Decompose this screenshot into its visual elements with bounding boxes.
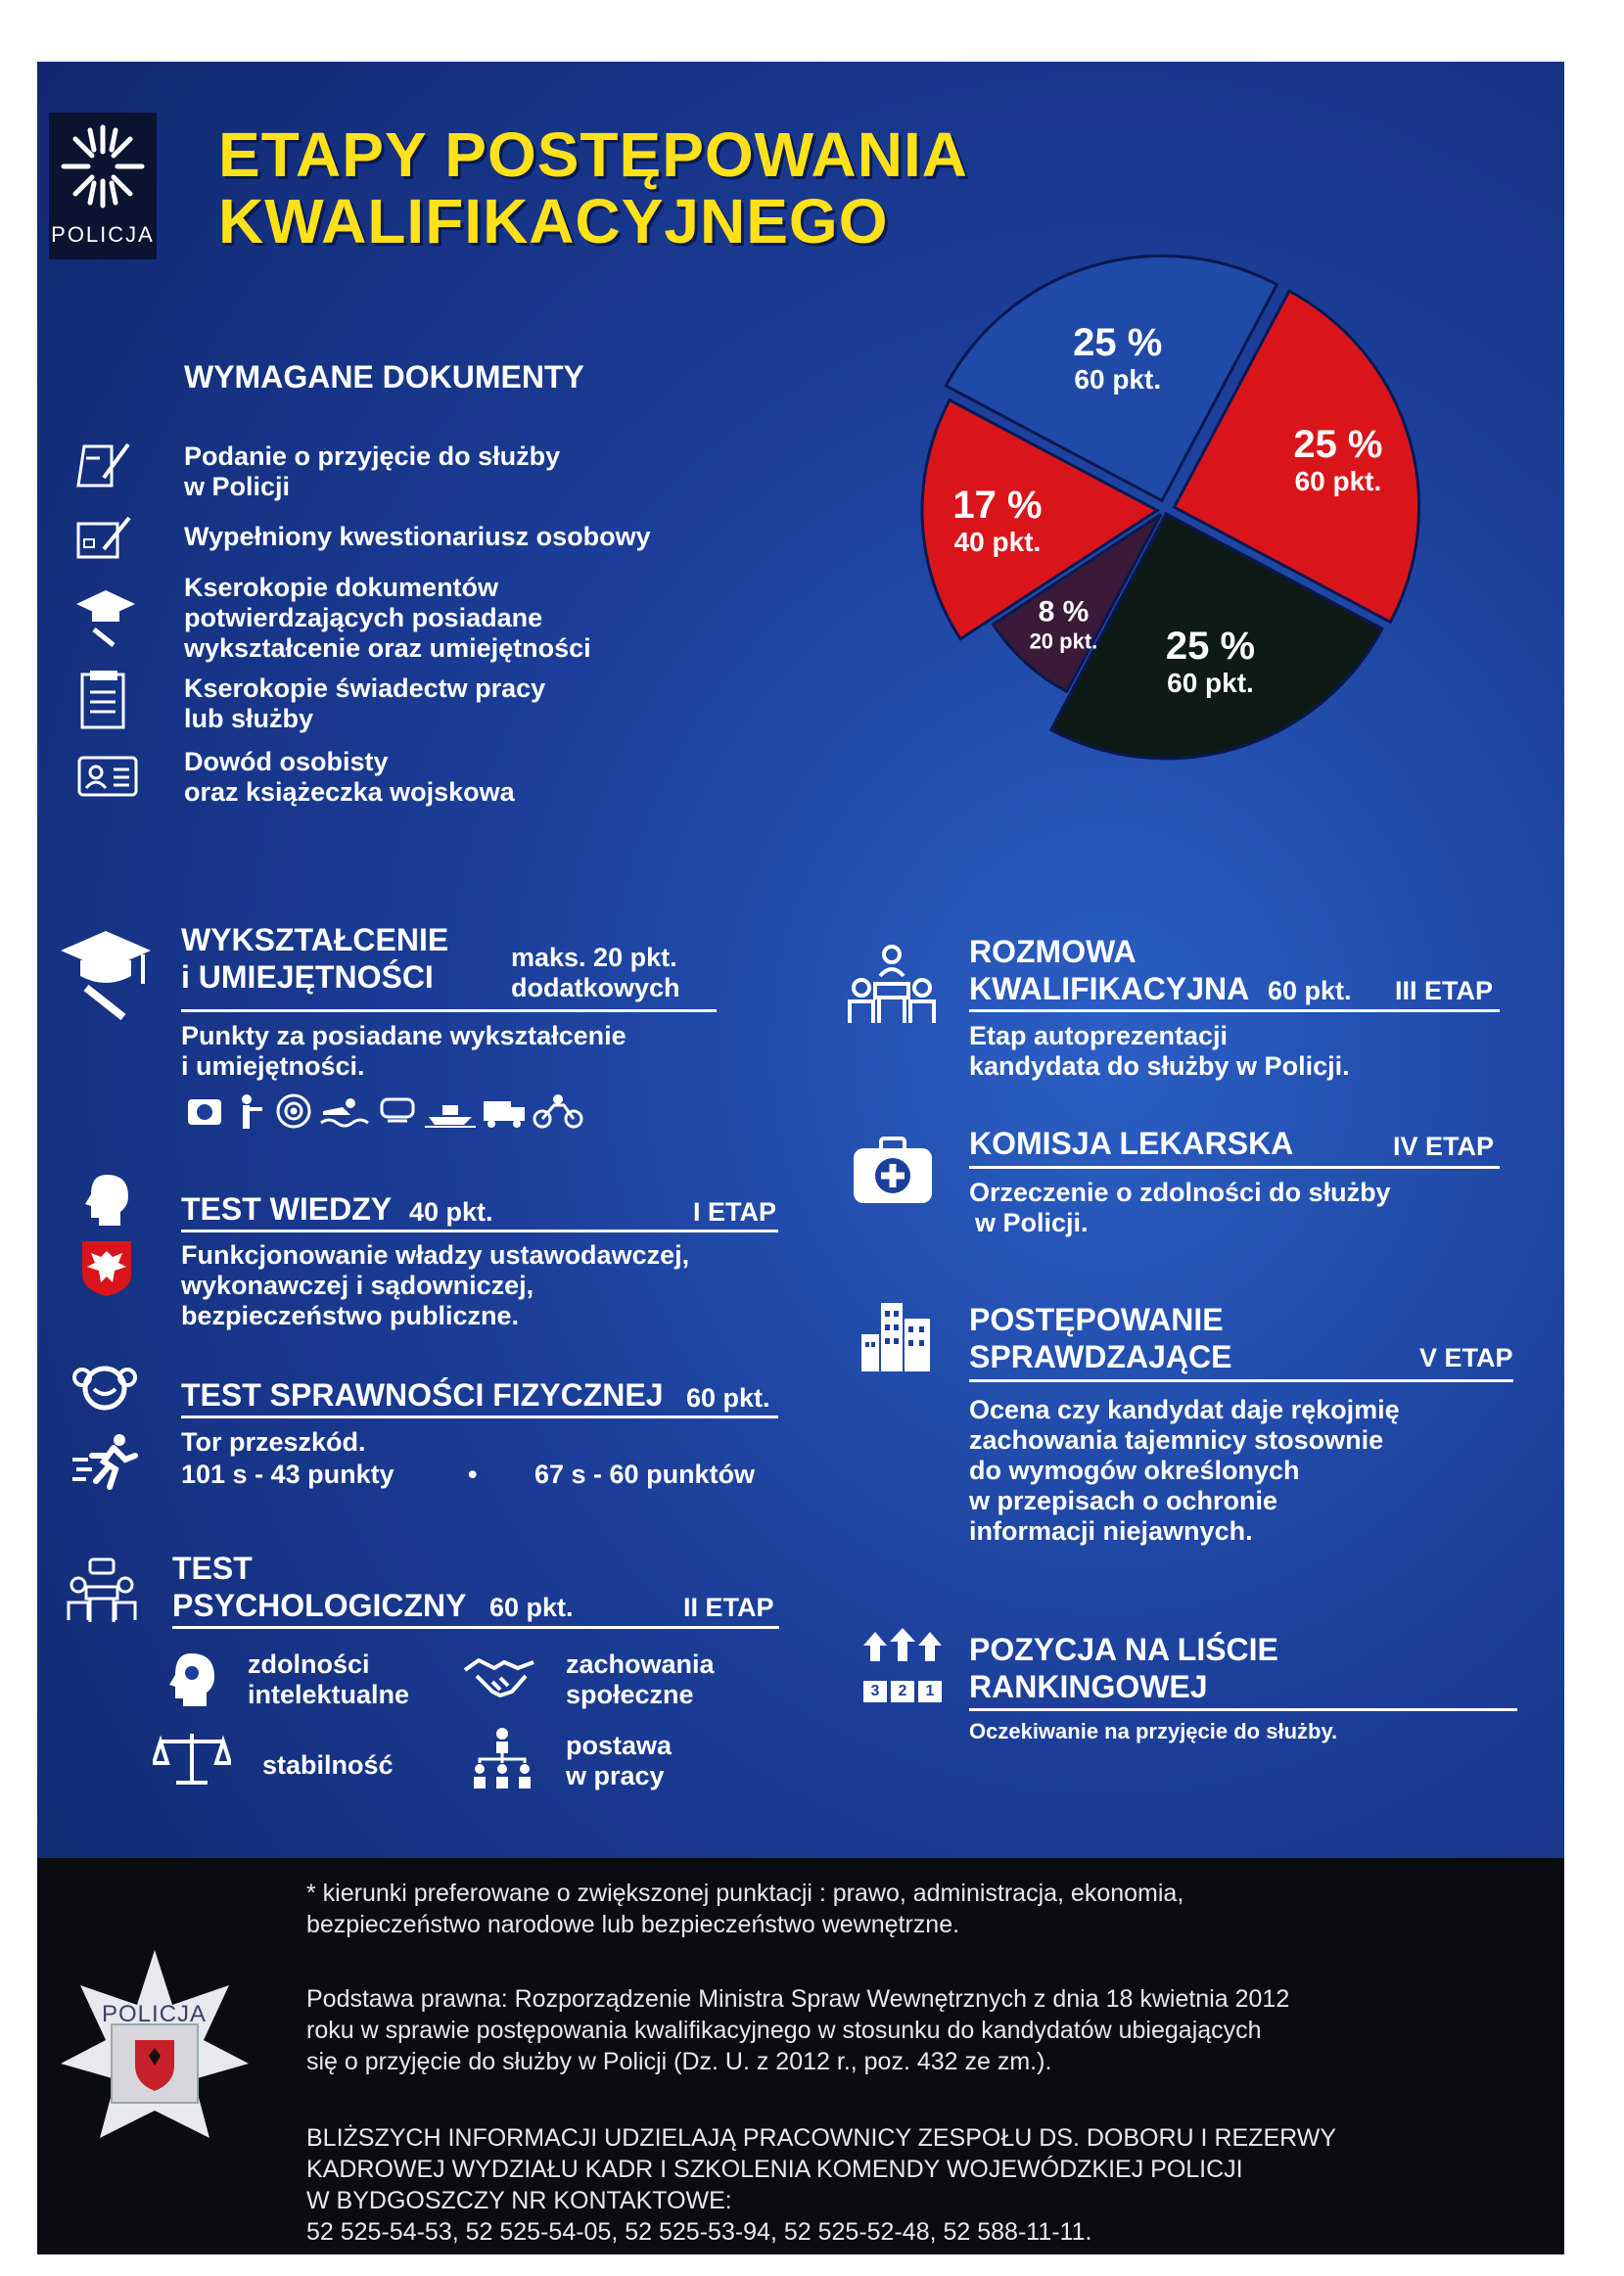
trait-social-line1: zachowania [566,1649,715,1679]
knowledge-rule [181,1230,778,1232]
head-icon [80,1171,133,1230]
footer-star-label: POLICJA [102,2001,208,2027]
clipboard-icon [78,669,133,731]
doc-item-4 [184,674,545,734]
vetting-rule [969,1379,1513,1382]
education-rule [181,1009,717,1012]
police-star-icon [49,113,157,220]
vetting-desc-line1: Ocena czy kandydat daje rękojmię [969,1395,1400,1424]
footer [37,1858,1564,2254]
police-badge-icon [57,1946,253,2161]
doc-item-5 [184,747,515,808]
fitness-title: TEST SPRAWNOŚCI FIZYCZNEJ [181,1377,664,1413]
footer-note-line2: bezpieczeństwo narodowe lub bezpieczeństwo wewnętrzne. [306,1911,960,1938]
fitness-desc-b: 67 s - 60 punktów [534,1460,756,1489]
medical-kit-icon [852,1137,934,1205]
podium-place-2: 2 [891,1681,914,1702]
doc-item-3-line3: wykształcenie oraz umiejętności [184,633,591,663]
doc-item-3-line2: potwierdzających posiadane [184,603,543,632]
knowledge-points: 40 pkt. [409,1197,493,1227]
medical-title: KOMISJA LEKARSKA [969,1126,1294,1161]
vetting-stage: V ETAP [1419,1343,1513,1372]
medical-rule [969,1166,1500,1169]
footer-note [306,1878,1183,1940]
pie-percent-label-interview: 25 % [1293,422,1383,466]
doc-item-1-line1: Podanie o przyjęcie do służby [184,441,561,471]
knowledge-desc-line3: bezpieczeństwo publiczne. [181,1301,520,1330]
buildings-icon [859,1295,934,1373]
doc-item-4-line1: Kserokopie świadectw pracy [184,674,546,703]
knowledge-title: TEST WIEDZY [181,1191,393,1227]
footer-info-line3: W BYDGOSZCZY NR KONTAKTOWE: [306,2187,732,2214]
trait-social [566,1649,715,1710]
interview-title-line2: KWALIFIKACYJNA [969,971,1250,1006]
vetting-desc [969,1395,1400,1547]
psych-points: 60 pkt. [489,1593,574,1622]
interview-rule [969,1009,1500,1012]
trait-intellect-line2: intelektualne [248,1680,410,1709]
target-icon [278,1095,309,1127]
pie-percent-label-fitness: 25 % [1073,321,1163,365]
trait-intellect [248,1649,409,1710]
education-desc-line1: Punkty za posiadane wykształcenie [181,1021,626,1050]
form-icon [74,514,133,563]
interview-points: 60 pkt. [1268,976,1352,1005]
doc-item-3-line1: Kserokopie dokumentów [184,573,499,602]
psych-stage: II ETAP [683,1593,774,1622]
education-title-line1: WYKSZTAŁCENIE [181,922,449,957]
vetting-title-line2: SPRAWDZAJĄCE [969,1339,1232,1374]
pie-points-label-interview: 60 pkt. [1294,465,1382,496]
medical-stage: IV ETAP [1393,1132,1495,1161]
runner-icon [70,1432,139,1491]
ranking-desc: Oczekiwanie na przyjęcie do służby. [969,1719,1338,1743]
pie-points-label-knowledge: 40 pkt. [953,526,1042,557]
id-card-icon [76,755,139,798]
education-title-line2: i UMIEJĘTNOŚCI [181,959,434,995]
vetting-title-line1: POSTĘPOWANIE [969,1302,1224,1337]
education-desc [181,1021,626,1082]
interview-desc-line2: kandydata do służby w Policji. [969,1051,1350,1081]
motorcycle-icon [534,1094,581,1127]
page-title-line2: KWALIFIKACYJNEGO [218,186,889,256]
logo-label: POLICJA [51,222,155,247]
education-points-line1: maks. 20 pkt. [511,943,677,972]
footer-phones: 52 525-54-53, 52 525-54-05, 52 525-53-94, 52 525-52-48, 52 588-11-11. [306,2218,1092,2246]
footer-legal-line1: Podstawa prawna: Rozporządzenie Ministra Spraw Wewnętrznych z dnia 18 kwietnia 2012 [306,1985,1290,2013]
ranking-rule [969,1708,1517,1711]
fitness-desc-line1: Tor przeszkód. [181,1427,366,1457]
pie-chart [891,236,1439,784]
psych-title-line1: TEST [172,1551,253,1586]
trait-work-line2: w pracy [566,1761,665,1790]
interview-icon [848,943,936,1025]
doc-item-4-line2: lub służby [184,704,314,733]
trait-work-line1: postawa [566,1731,673,1760]
skills-icons-row [186,1092,617,1131]
page-title-line1: ETAPY POSTĘPOWANIA [218,119,968,190]
footer-star-emblem [57,1946,253,2161]
truck-icon [484,1101,525,1128]
psych-title-line2: PSYCHOLOGICZNY [172,1588,467,1623]
education-desc-line2: i umiejętności. [181,1051,365,1081]
ranking-title-line2: RANKINGOWEJ [969,1669,1208,1704]
org-chart-icon [470,1726,534,1794]
medical-desc [969,1178,1391,1238]
pie-points-label-psych: 60 pkt. [1167,668,1254,699]
footer-info [306,2122,1336,2248]
vetting-desc-line5: informacji niejawnych. [969,1516,1253,1546]
fitness-points: 60 pkt. [686,1383,770,1413]
knowledge-desc-line1: Funkcjonowanie władzy ustawodawczej, [181,1240,690,1270]
knowledge-desc-line2: wykonawczej i sądowniczej, [181,1271,534,1300]
interview-desc [969,1021,1350,1082]
pen-document-icon [74,439,133,493]
doc-item-3 [184,573,591,664]
doc-item-1 [184,441,560,502]
pie-chart-svg [891,236,1439,784]
pie-points-label-fitness: 60 pkt. [1074,364,1162,395]
vetting-desc-line4: w przepisach o ochronie [969,1486,1278,1515]
doc-item-5-line2: oraz książeczka wojskowa [184,777,515,807]
medical-desc-line1: Orzeczenie o zdolności do służby [969,1178,1391,1207]
doc-item-1-line2: w Policji [184,472,291,501]
interview-title-line1: ROZMOWA [969,934,1137,969]
police-logo [49,113,157,259]
podium-place-3: 3 [863,1681,887,1702]
footer-info-line2: KADROWEJ WYDZIAŁU KADR I SZKOLENIA KOMENDY WOJEWÓDZKIEJ POLICJI [306,2156,1243,2183]
vetting-desc-line2: zachowania tajemnicy stosownie [969,1425,1384,1455]
footer-legal-line2: roku w sprawie postępowania kwalifikacyjnego w stosunku do kandydatów ubiegających [306,2017,1262,2044]
trait-social-line2: społeczne [566,1680,694,1709]
camera-icon [188,1099,221,1125]
podium-icon [861,1628,944,1706]
footer-info-line1: BLIŻSZYCH INFORMACJI UDZIELAJĄ PRACOWNICY ZESPOŁU DS. DOBORU I REZERWY [306,2124,1336,2152]
pie-points-label-education: 20 pkt. [1029,628,1098,654]
education-points-line2: dodatkowych [511,973,680,1002]
brain-gear-icon [162,1649,219,1710]
footer-note-line1: * kierunki preferowane o zwiększonej punktacji : prawo, administracja, ekonomia, [306,1880,1184,1907]
muscle-icon [70,1364,139,1413]
interview-desc-line1: Etap autoprezentacji [969,1021,1229,1050]
education-graduation-icon [57,923,155,1021]
ranking-title-line1: POZYCJA NA LIŚCIE [969,1632,1278,1667]
scales-icon [153,1730,231,1788]
meeting-icon [61,1557,143,1626]
podium-place-1: 1 [918,1681,942,1702]
pie-percent-label-education: 8 % [1038,595,1090,628]
swimmer-icon [321,1098,368,1126]
shooter-icon [242,1094,262,1129]
psych-rule [172,1626,779,1629]
fitness-rule [181,1416,778,1418]
boat-icon [425,1105,476,1127]
pie-percent-label-knowledge: 17 % [952,483,1043,527]
knowledge-stage: I ETAP [693,1197,777,1227]
doc-item-2: Wypełniony kwestionariusz osobowy [184,522,651,551]
diving-mask-icon [382,1099,413,1121]
documents-heading: WYMAGANE DOKUMENTY [184,359,584,395]
footer-legal [306,1983,1289,2077]
eagle-emblem-icon [80,1239,133,1298]
fitness-desc-a: 101 s - 43 punkty [181,1460,394,1489]
medical-desc-line2: w Policji. [975,1208,1089,1237]
trait-intellect-line1: zdolności [248,1649,370,1679]
footer-legal-line3: się o przyjęcie do służby w Policji (Dz. U. z 2012 r., poz. 432 ze zm.). [306,2048,1052,2075]
doc-item-5-line1: Dowód osobisty [184,747,389,776]
trait-work-attitude [566,1731,672,1791]
handshake-icon [463,1652,535,1707]
interview-stage: III ETAP [1395,976,1494,1005]
poster [37,62,1564,2254]
vetting-desc-line3: do wymogów określonych [969,1456,1300,1485]
pie-percent-label-psych: 25 % [1165,625,1256,669]
trait-stability: stabilność [262,1750,394,1780]
fitness-bullet: • [468,1460,478,1489]
graduation-icon [74,584,137,647]
knowledge-desc [181,1240,689,1331]
